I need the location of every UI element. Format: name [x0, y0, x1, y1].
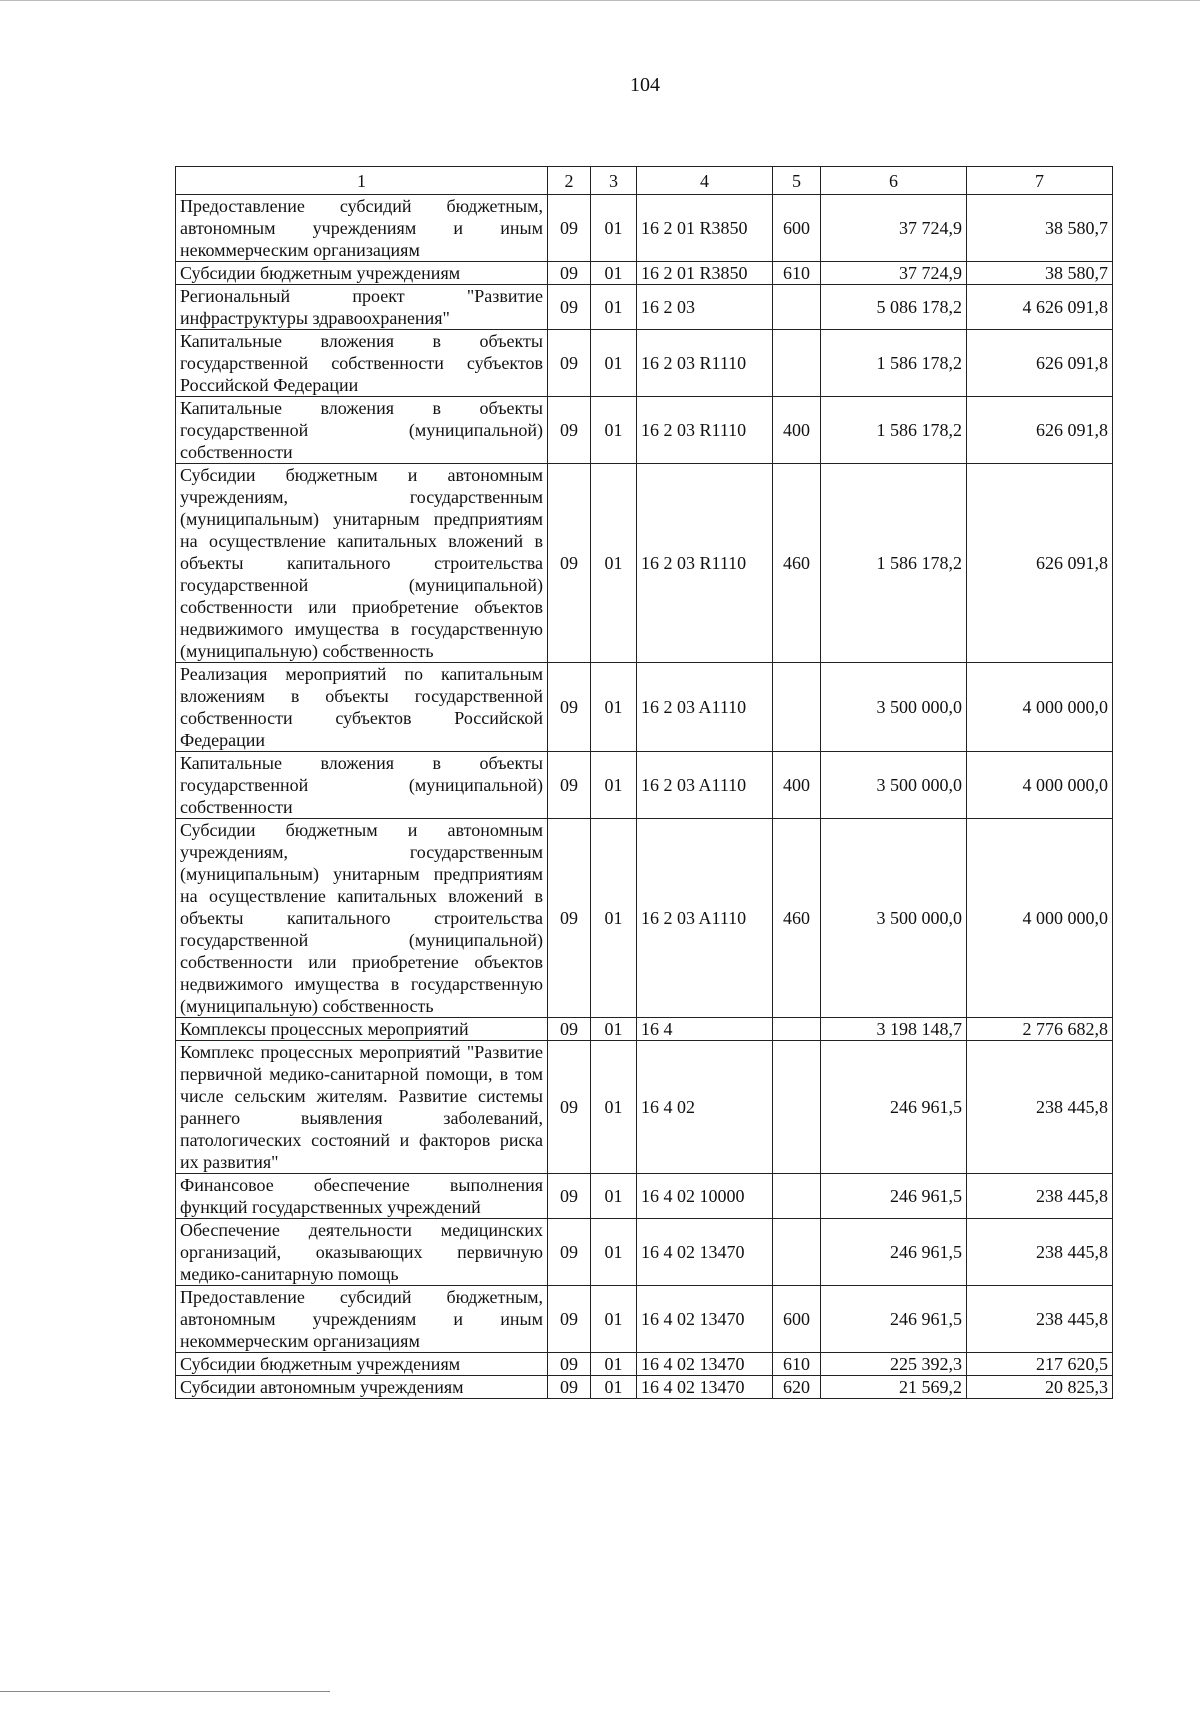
row-subsection-cell: 01 — [591, 1219, 637, 1286]
row-name-cell: Капитальные вложения в объекты государственной (муниципальной) собственности — [176, 752, 548, 819]
header-col-1: 1 — [176, 167, 548, 195]
row-section-cell: 09 — [548, 330, 591, 397]
row-subsection-cell: 01 — [591, 1041, 637, 1174]
row-target-article-cell: 16 2 01 R3850 — [637, 262, 773, 285]
row-amount-year1-cell: 21 569,2 — [821, 1376, 967, 1399]
row-amount-year1-cell: 3 500 000,0 — [821, 663, 967, 752]
row-subsection-cell: 01 — [591, 819, 637, 1018]
row-expense-type-cell: 460 — [773, 464, 821, 663]
row-amount-year2-cell: 238 445,8 — [967, 1219, 1113, 1286]
row-target-article-cell: 16 2 03 A1110 — [637, 752, 773, 819]
row-amount-year1-cell: 37 724,9 — [821, 195, 967, 262]
row-target-article-cell: 16 2 03 R1110 — [637, 464, 773, 663]
header-col-3: 3 — [591, 167, 637, 195]
row-subsection-cell: 01 — [591, 1353, 637, 1376]
header-col-2: 2 — [548, 167, 591, 195]
table-row — [176, 195, 1113, 262]
table-row — [176, 663, 1113, 752]
row-name-cell: Субсидии бюджетным учреждениям — [176, 262, 548, 285]
row-section-cell: 09 — [548, 1041, 591, 1174]
row-amount-year1-cell: 246 961,5 — [821, 1219, 967, 1286]
row-name-cell: Предоставление субсидий бюджетным, автономным учреждениям и иным некоммерческим организациям — [176, 195, 548, 262]
row-subsection-cell: 01 — [591, 1174, 637, 1219]
row-amount-year2-cell: 626 091,8 — [967, 330, 1113, 397]
row-amount-year2-cell: 238 445,8 — [967, 1286, 1113, 1353]
row-amount-year2-cell: 4 626 091,8 — [967, 285, 1113, 330]
page-number: 104 — [630, 74, 660, 96]
row-name-cell: Финансовое обеспечение выполнения функций государственных учреждений — [176, 1174, 548, 1219]
header-col-4: 4 — [637, 167, 773, 195]
table-row — [176, 397, 1113, 464]
row-section-cell: 09 — [548, 195, 591, 262]
table-row — [176, 1219, 1113, 1286]
row-amount-year2-cell: 626 091,8 — [967, 397, 1113, 464]
row-expense-type-cell: 600 — [773, 195, 821, 262]
row-amount-year1-cell: 246 961,5 — [821, 1041, 967, 1174]
row-section-cell: 09 — [548, 285, 591, 330]
row-expense-type-cell: 400 — [773, 397, 821, 464]
table-body — [176, 195, 1113, 1399]
row-target-article-cell: 16 2 03 R1110 — [637, 330, 773, 397]
row-amount-year1-cell: 246 961,5 — [821, 1286, 967, 1353]
row-amount-year1-cell: 1 586 178,2 — [821, 397, 967, 464]
row-section-cell: 09 — [548, 819, 591, 1018]
row-expense-type-cell: 610 — [773, 1353, 821, 1376]
row-amount-year1-cell: 3 198 148,7 — [821, 1018, 967, 1041]
table-row — [176, 1376, 1113, 1399]
row-section-cell: 09 — [548, 464, 591, 663]
row-amount-year2-cell: 38 580,7 — [967, 262, 1113, 285]
row-target-article-cell: 16 4 — [637, 1018, 773, 1041]
table-row — [176, 752, 1113, 819]
table-row — [176, 262, 1113, 285]
row-expense-type-cell — [773, 663, 821, 752]
row-expense-type-cell: 600 — [773, 1286, 821, 1353]
row-target-article-cell: 16 4 02 13470 — [637, 1286, 773, 1353]
row-subsection-cell: 01 — [591, 1286, 637, 1353]
row-target-article-cell: 16 2 01 R3850 — [637, 195, 773, 262]
row-section-cell: 09 — [548, 1018, 591, 1041]
row-amount-year1-cell: 1 586 178,2 — [821, 330, 967, 397]
row-target-article-cell: 16 4 02 10000 — [637, 1174, 773, 1219]
row-section-cell: 09 — [548, 397, 591, 464]
row-amount-year1-cell: 5 086 178,2 — [821, 285, 967, 330]
row-name-cell: Комплекс процессных мероприятий "Развитие первичной медико-санитарной помощи, в том числе сельским жителям. Развитие системы раннего выявления заболеваний, патологических состояний и факторов риска их развития" — [176, 1041, 548, 1174]
row-amount-year1-cell: 225 392,3 — [821, 1353, 967, 1376]
row-name-cell: Обеспечение деятельности медицинских организаций, оказывающих первичную медико-санитарную помощь — [176, 1219, 548, 1286]
row-expense-type-cell — [773, 330, 821, 397]
row-amount-year1-cell: 3 500 000,0 — [821, 752, 967, 819]
row-amount-year2-cell: 4 000 000,0 — [967, 819, 1113, 1018]
row-name-cell: Капитальные вложения в объекты государственной (муниципальной) собственности — [176, 397, 548, 464]
row-subsection-cell: 01 — [591, 1018, 637, 1041]
table-row — [176, 1286, 1113, 1353]
table-header-row — [176, 167, 1113, 195]
row-subsection-cell: 01 — [591, 464, 637, 663]
row-subsection-cell: 01 — [591, 1376, 637, 1399]
budget-table — [175, 166, 1113, 1399]
row-subsection-cell: 01 — [591, 663, 637, 752]
row-target-article-cell: 16 2 03 A1110 — [637, 819, 773, 1018]
header-col-5: 5 — [773, 167, 821, 195]
row-target-article-cell: 16 2 03 — [637, 285, 773, 330]
row-subsection-cell: 01 — [591, 262, 637, 285]
row-expense-type-cell — [773, 1041, 821, 1174]
row-name-cell: Субсидии бюджетным и автономным учреждениям, государственным (муниципальным) унитарным предприятиям на осуществление капитальных вложений в объекты капитального строительства государственной (муниципальной) собственности или приобретение объектов недвижимого имущества в государственную (муниципальную) собственность — [176, 464, 548, 663]
row-amount-year2-cell: 626 091,8 — [967, 464, 1113, 663]
table-row — [176, 285, 1113, 330]
row-expense-type-cell: 610 — [773, 262, 821, 285]
row-amount-year2-cell: 38 580,7 — [967, 195, 1113, 262]
row-target-article-cell: 16 2 03 R1110 — [637, 397, 773, 464]
row-section-cell: 09 — [548, 1219, 591, 1286]
row-expense-type-cell: 460 — [773, 819, 821, 1018]
row-name-cell: Субсидии бюджетным учреждениям — [176, 1353, 548, 1376]
row-expense-type-cell — [773, 1174, 821, 1219]
table-row — [176, 1353, 1113, 1376]
row-section-cell: 09 — [548, 262, 591, 285]
scan-edge-top — [0, 0, 1200, 1]
header-col-7: 7 — [967, 167, 1113, 195]
row-section-cell: 09 — [548, 1376, 591, 1399]
row-amount-year2-cell: 217 620,5 — [967, 1353, 1113, 1376]
row-amount-year2-cell: 20 825,3 — [967, 1376, 1113, 1399]
table-row — [176, 1041, 1113, 1174]
row-subsection-cell: 01 — [591, 285, 637, 330]
row-section-cell: 09 — [548, 1353, 591, 1376]
table-row — [176, 1174, 1113, 1219]
row-subsection-cell: 01 — [591, 195, 637, 262]
table-row — [176, 464, 1113, 663]
row-target-article-cell: 16 4 02 13470 — [637, 1219, 773, 1286]
row-name-cell: Комплексы процессных мероприятий — [176, 1018, 548, 1041]
row-target-article-cell: 16 4 02 — [637, 1041, 773, 1174]
row-amount-year1-cell: 37 724,9 — [821, 262, 967, 285]
row-name-cell: Предоставление субсидий бюджетным, автономным учреждениям и иным некоммерческим организациям — [176, 1286, 548, 1353]
table-row — [176, 1018, 1113, 1041]
row-expense-type-cell — [773, 285, 821, 330]
row-target-article-cell: 16 2 03 A1110 — [637, 663, 773, 752]
row-target-article-cell: 16 4 02 13470 — [637, 1353, 773, 1376]
row-expense-type-cell: 400 — [773, 752, 821, 819]
row-amount-year1-cell: 246 961,5 — [821, 1174, 967, 1219]
header-col-6: 6 — [821, 167, 967, 195]
row-section-cell: 09 — [548, 752, 591, 819]
row-section-cell: 09 — [548, 663, 591, 752]
row-target-article-cell: 16 4 02 13470 — [637, 1376, 773, 1399]
row-subsection-cell: 01 — [591, 397, 637, 464]
row-amount-year2-cell: 4 000 000,0 — [967, 752, 1113, 819]
row-section-cell: 09 — [548, 1174, 591, 1219]
row-amount-year1-cell: 3 500 000,0 — [821, 819, 967, 1018]
row-amount-year2-cell: 4 000 000,0 — [967, 663, 1113, 752]
row-subsection-cell: 01 — [591, 752, 637, 819]
row-amount-year2-cell: 238 445,8 — [967, 1174, 1113, 1219]
row-name-cell: Субсидии бюджетным и автономным учреждениям, государственным (муниципальным) унитарным предприятиям на осуществление капитальных вложений в объекты капитального строительства государственной (муниципальной) собственности или приобретение объектов недвижимого имущества в государственную (муниципальную) собственность — [176, 819, 548, 1018]
row-amount-year1-cell: 1 586 178,2 — [821, 464, 967, 663]
row-amount-year2-cell: 238 445,8 — [967, 1041, 1113, 1174]
table-row — [176, 819, 1113, 1018]
row-name-cell: Субсидии автономным учреждениям — [176, 1376, 548, 1399]
row-name-cell: Капитальные вложения в объекты государственной собственности субъектов Российской Федерации — [176, 330, 548, 397]
table-row — [176, 330, 1113, 397]
row-expense-type-cell: 620 — [773, 1376, 821, 1399]
row-name-cell: Реализация мероприятий по капитальным вложениям в объекты государственной собственности субъектов Российской Федерации — [176, 663, 548, 752]
row-amount-year2-cell: 2 776 682,8 — [967, 1018, 1113, 1041]
scan-edge-bottom — [0, 1691, 330, 1692]
row-expense-type-cell — [773, 1018, 821, 1041]
row-expense-type-cell — [773, 1219, 821, 1286]
row-subsection-cell: 01 — [591, 330, 637, 397]
row-section-cell: 09 — [548, 1286, 591, 1353]
row-name-cell: Региональный проект "Развитие инфраструктуры здравоохранения" — [176, 285, 548, 330]
